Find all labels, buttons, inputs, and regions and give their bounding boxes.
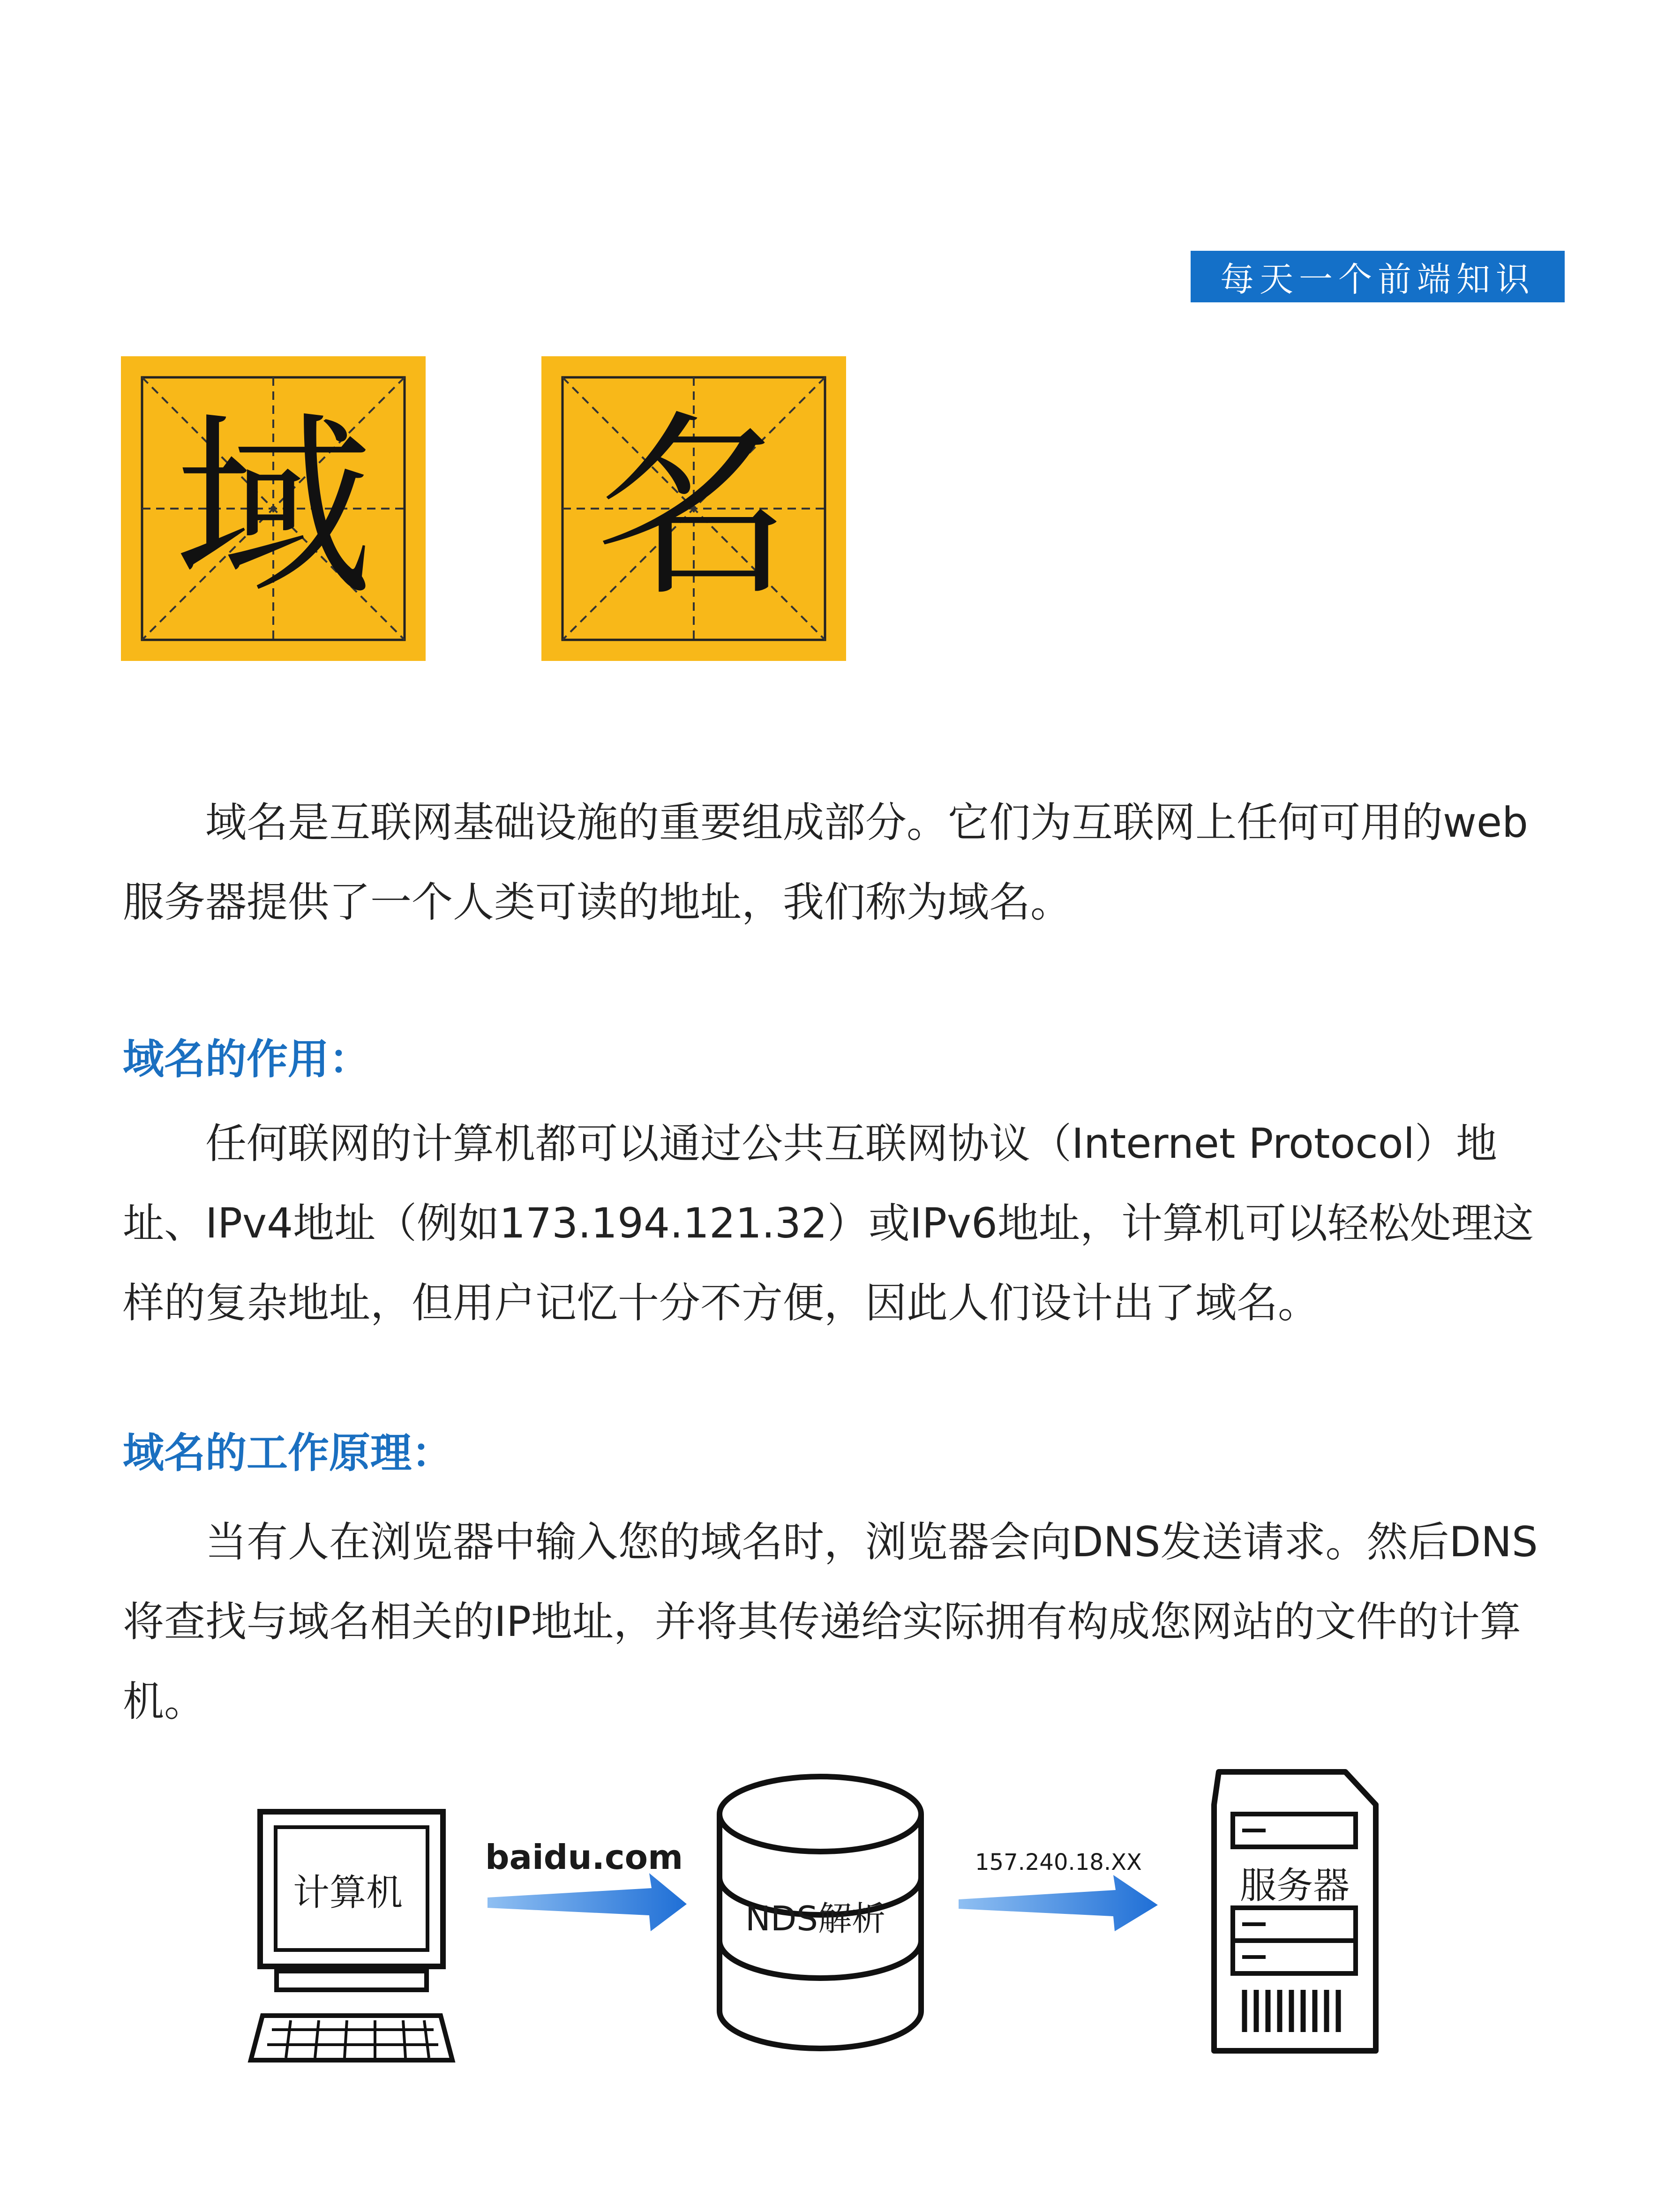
dns-flow-diagram <box>0 1734 1680 2166</box>
title-char-2: 名 <box>595 394 792 623</box>
intro-paragraph: 域名是互联网基础设施的重要组成部分。它们为互联网上任何可用的web服务器提供了一个人类可读的地址，我们称为域名。 <box>123 798 1528 926</box>
title-char-tile-1 <box>121 356 426 661</box>
working-heading: 域名的工作原理： <box>123 1429 453 1477</box>
purpose-heading: 域名的作用： <box>123 1035 371 1083</box>
working-paragraph: 当有人在浏览器中输入您的域名时，浏览器会向DNS发送请求。然后DNS将查找与域名相关的IP地址，并将其传递给实际拥有构成您网站的文件的计算机。 <box>123 1518 1538 1725</box>
server-label: 服务器 <box>1240 1865 1350 1907</box>
response-arrow <box>959 1875 1158 1931</box>
daily-tip-tag-label: 每天一个前端知识 <box>1220 260 1535 299</box>
purpose-paragraph: 任何联网的计算机都可以通过公共互联网协议（Internet Protocol）地址、IPv4地址（例如173.194.121.32）或IPv6地址，计算机可以轻松处理这样的复杂地址，但用户记忆十分不方便，因此人们设计出了域名。 <box>123 1119 1534 1327</box>
title-char-tile-2 <box>541 356 846 661</box>
daily-tip-tag <box>1191 251 1565 302</box>
computer-icon <box>251 1812 452 2060</box>
title-char-1: 域 <box>175 394 372 623</box>
ip-address-label: 157.240.18.XX <box>975 1849 1142 1875</box>
dns-label: NDS解析 <box>745 1899 886 1938</box>
request-arrow <box>488 1873 687 1931</box>
dns-flow-graphics <box>0 1734 1680 2166</box>
server-icon <box>1214 1772 1376 2051</box>
request-domain-label: baidu.com <box>485 1838 683 1877</box>
computer-label: 计算机 <box>293 1872 403 1914</box>
